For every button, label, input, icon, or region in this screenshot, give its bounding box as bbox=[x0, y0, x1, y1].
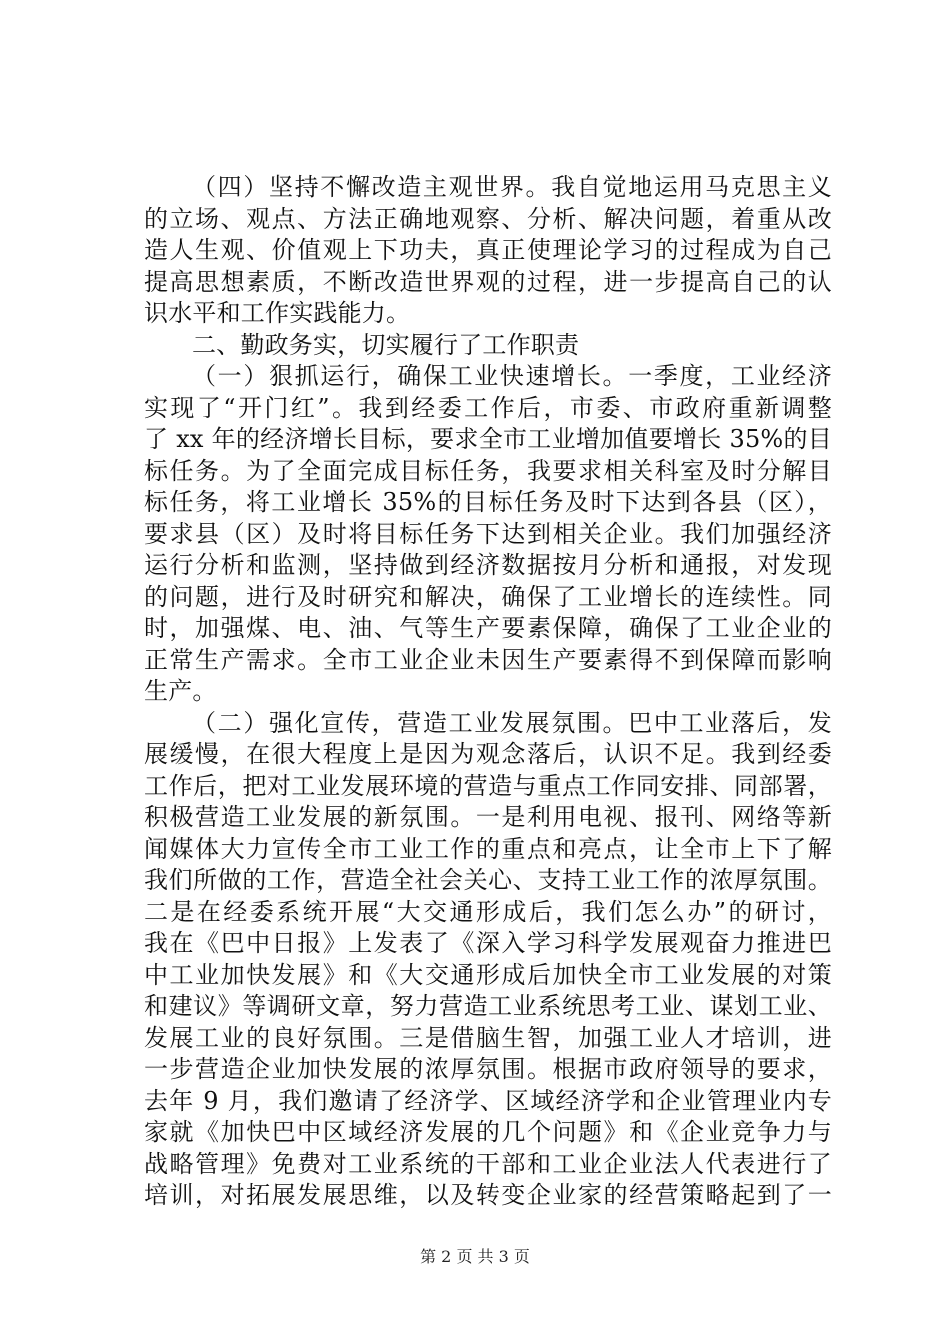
text-line: 了 xx 年的经济增长目标，要求全市工业增加值要增长 35%的目 bbox=[144, 425, 832, 453]
text-line: 生产。 bbox=[144, 677, 217, 705]
text-line: 一步营造企业加快发展的浓厚氛围。根据市政府领导的要求， bbox=[144, 1055, 832, 1083]
text-line: （二）强化宣传，营造工业发展氛围。巴中工业落后，发 bbox=[192, 708, 832, 737]
text-line: （一）狠抓运行，确保工业快速增长。一季度，工业经济 bbox=[192, 362, 832, 390]
text-line: 我在《巴中日报》上发表了《深入学习科学发展观奋力推进巴 bbox=[144, 929, 832, 957]
section-heading: 二、勤政务实，切实履行了工作职责 bbox=[192, 330, 580, 359]
text-line: 的立场、观点、方法正确地观察、分析、解决问题，着重从改 bbox=[144, 204, 832, 233]
text-line: 提高思想素质，不断改造世界观的过程，进一步提高自己的认 bbox=[144, 267, 832, 296]
text-line: 我们所做的工作，营造全社会关心、支持工业工作的浓厚氛围。 bbox=[144, 866, 832, 894]
text-line: 二是在经委系统开展“大交通形成后，我们怎么办”的研讨， bbox=[144, 897, 832, 926]
text-line: 造人生观、价值观上下功夫，真正使理论学习的过程成为自己 bbox=[144, 236, 832, 264]
body-text bbox=[144, 172, 832, 1212]
text-line: 识水平和工作实践能力。 bbox=[144, 299, 411, 327]
text-line: 的问题，进行及时研究和解决，确保了工业增长的连续性。同 bbox=[144, 582, 832, 611]
page-number-footer: 第 2 页 共 3 页 bbox=[420, 1247, 530, 1266]
text-line: 战略管理》免费对工业系统的干部和工业企业法人代表进行了 bbox=[144, 1149, 832, 1178]
text-line: 闻媒体大力宣传全市工业工作的重点和亮点，让全市上下了解 bbox=[144, 834, 832, 863]
text-line: 标任务，将工业增长 35%的目标任务及时下达到各县（区）， bbox=[144, 488, 832, 516]
text-line: 标任务。为了全面完成目标任务，我要求相关科室及时分解目 bbox=[144, 456, 832, 485]
text-line: 要求县（区）及时将目标任务下达到相关企业。我们加强经济 bbox=[144, 519, 832, 548]
text-line: 培训，对拓展发展思维，以及转变企业家的经营策略起到了一 bbox=[144, 1181, 832, 1209]
text-line: 正常生产需求。全市工业企业未因生产要素得不到保障而影响 bbox=[144, 645, 832, 674]
text-line: 时，加强煤、电、油、气等生产要素保障，确保了工业企业的 bbox=[144, 614, 832, 642]
text-line: 和建议》等调研文章，努力营造工业系统思考工业、谋划工业、 bbox=[144, 992, 832, 1020]
text-line: 去年 9 月，我们邀请了经济学、区域经济学和企业管理业内专 bbox=[144, 1086, 832, 1115]
text-line: 工作后，把对工业发展环境的营造与重点工作同安排、同部署， bbox=[144, 771, 832, 800]
text-line: 展缓慢，在很大程度上是因为观念落后，认识不足。我到经委 bbox=[144, 740, 832, 768]
text-line: 运行分析和监测，坚持做到经济数据按月分析和通报，对发现 bbox=[144, 551, 832, 579]
text-line: 中工业加快发展》和《大交通形成后加快全市工业发展的对策 bbox=[144, 960, 832, 989]
text-line: 家就《加快巴中区域经济发展的几个问题》和《企业竞争力与 bbox=[144, 1118, 832, 1146]
text-line: 发展工业的良好氛围。三是借脑生智，加强工业人才培训，进 bbox=[144, 1023, 832, 1052]
text-line: 实现了“开门红”。我到经委工作后，市委、市政府重新调整 bbox=[144, 393, 832, 422]
text-line: （四）坚持不懈改造主观世界。我自觉地运用马克思主义 bbox=[192, 173, 832, 201]
text-line: 积极营造工业发展的新氛围。一是利用电视、报刊、网络等新 bbox=[144, 803, 832, 831]
